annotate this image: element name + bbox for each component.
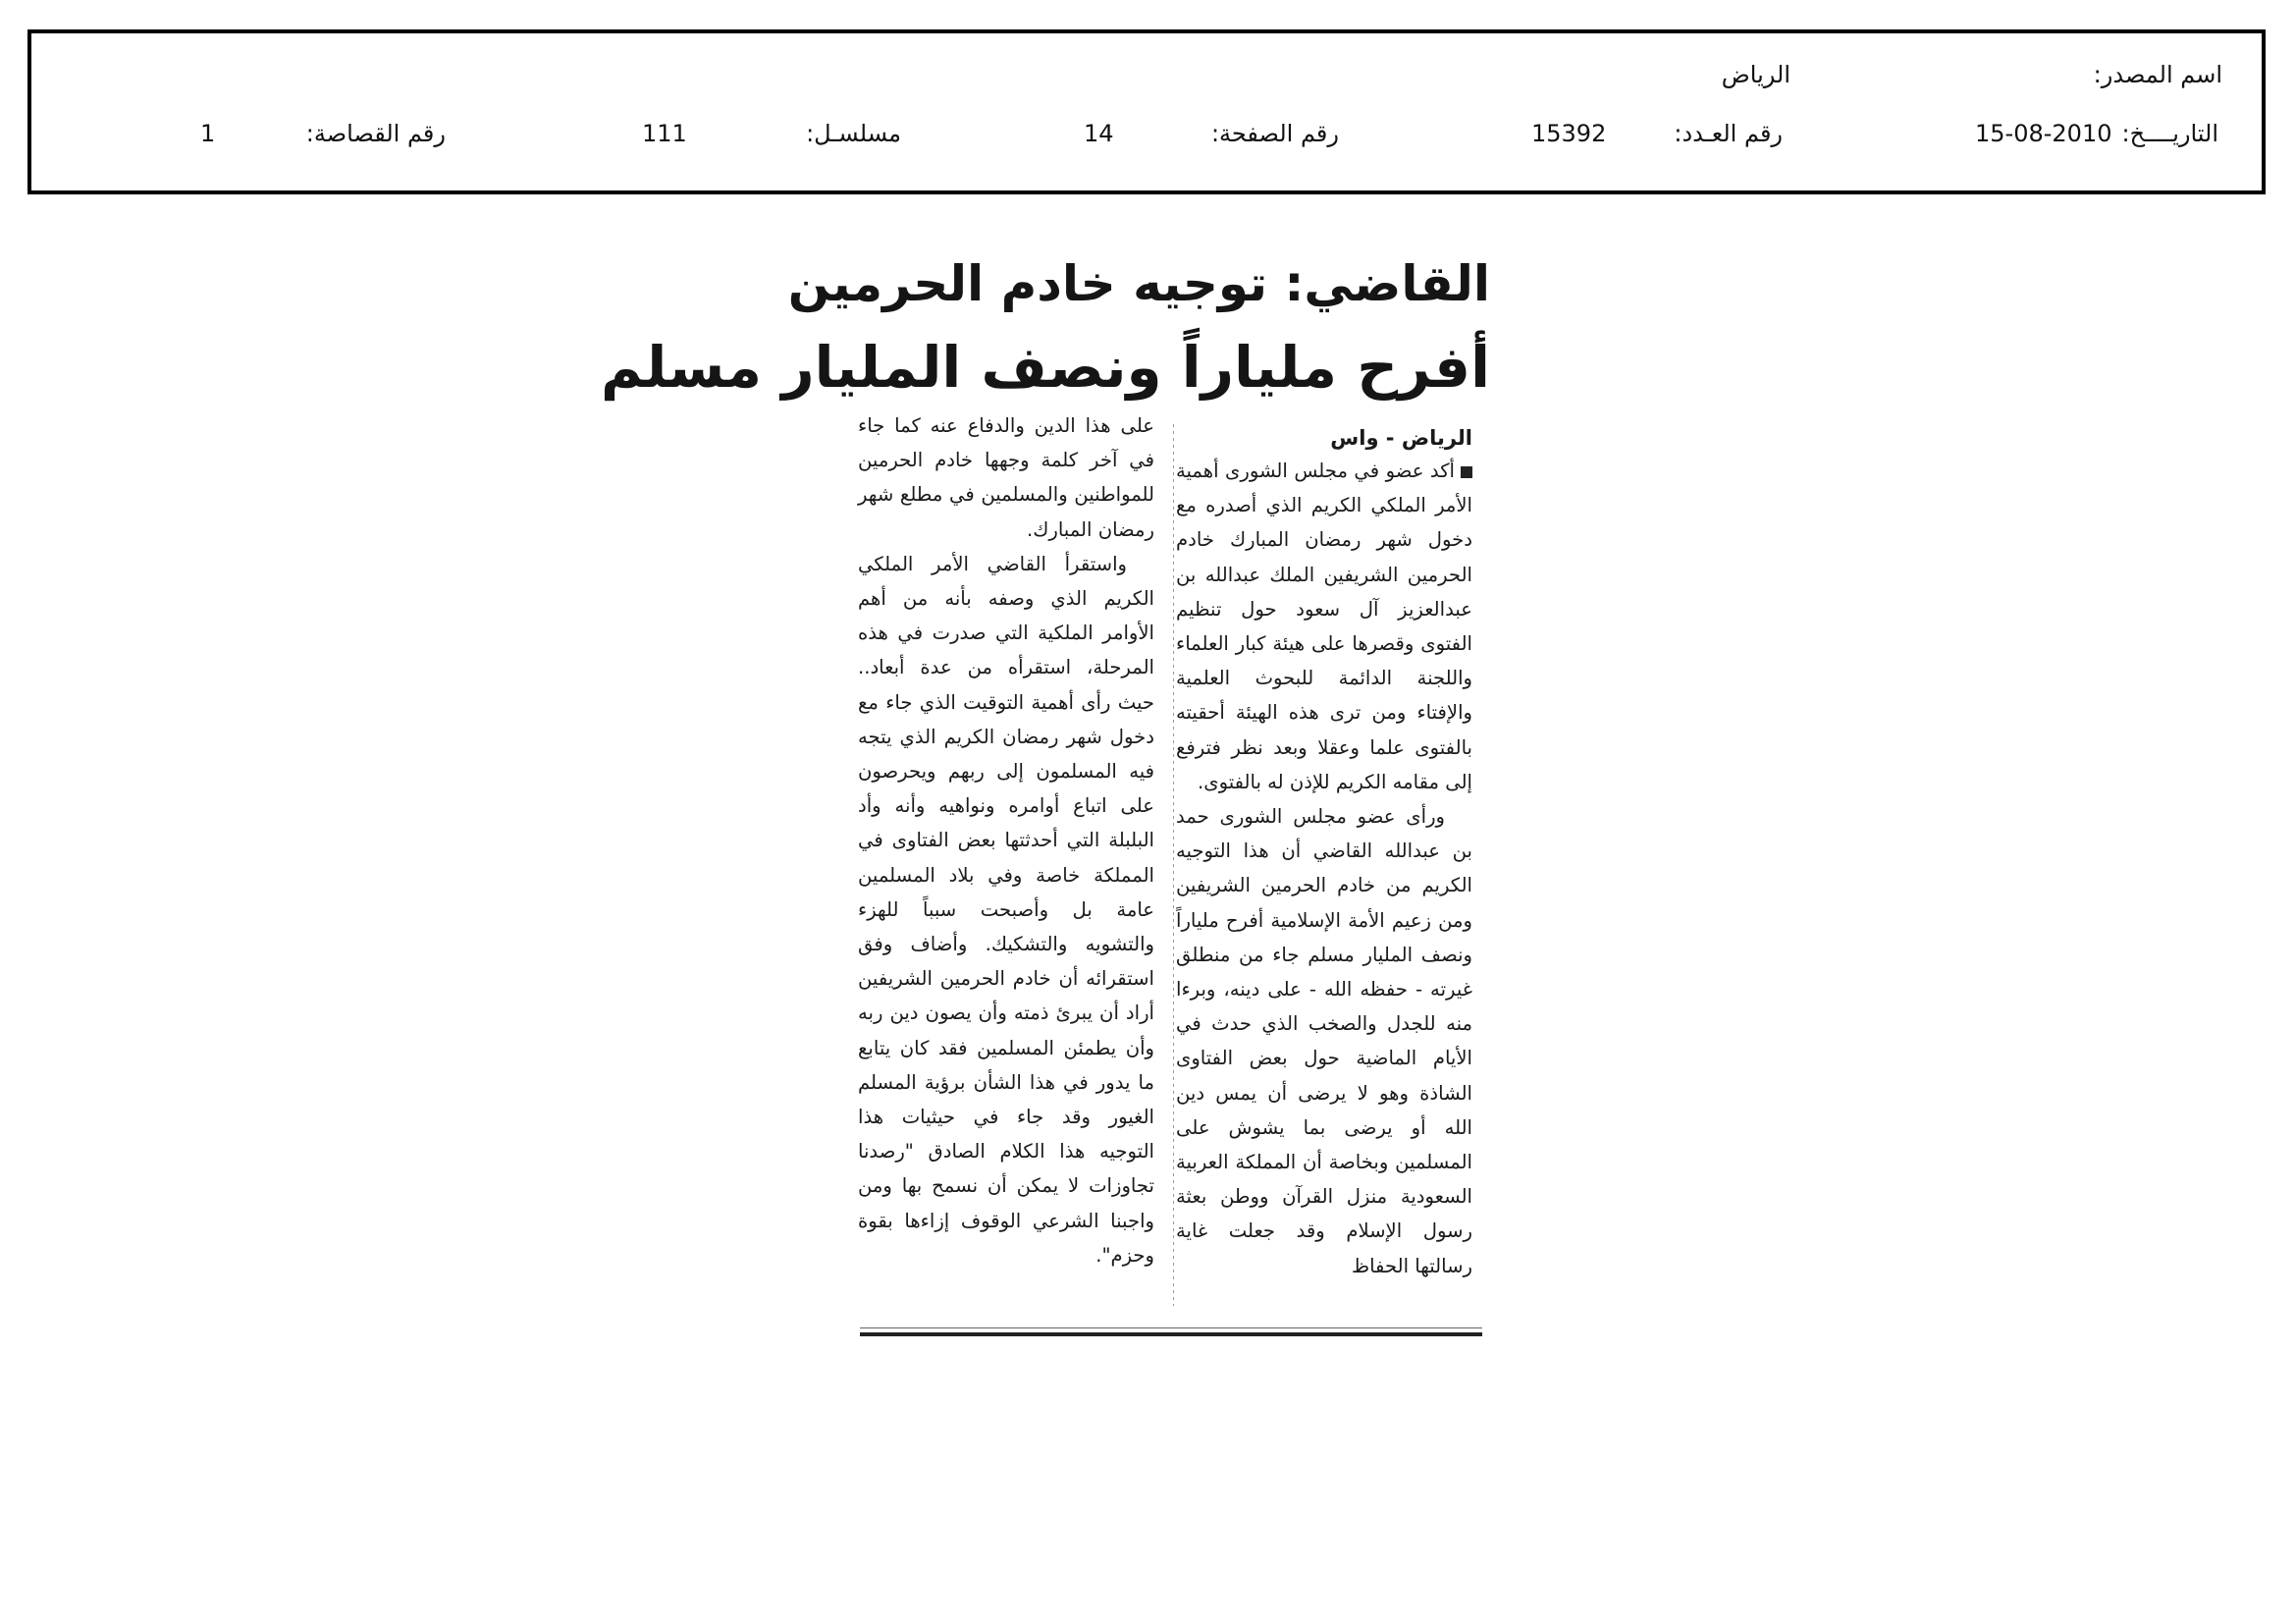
column-divider [1173,424,1174,1306]
clipping-header [27,29,2266,194]
paragraph: ورأى عضو مجلس الشورى حمد بن عبدالله القاضي أن هذا التوجيه الكريم من خادم الحرمين الشريفين ومن زعيم الأمة الإسلامية أفرح ملياراً ونصف المليار مسلم جاء من منطلق غيرته - حفظه الله - على دينه، وبرءا منه للجدل والصخب الذي حدث في الأيام الماضية حول بعض الفتاوى الشاذة وهو لا يرضى أن يمس دين الله أو يرضى بما يشوش على المسلمين وبخاصة أن المملكة العربية السعودية منزل القرآن ووطن بعثة رسول الإسلام وقد جعلت غاية رسالتها الحفاظ [1176,805,1472,1277]
clip-value: 1 [200,120,216,147]
page-label: رقم الصفحة: [1210,120,1339,147]
date-label: التاريــــخ: [2121,120,2218,147]
headline-line-2: أفرح ملياراً ونصف المليار مسلم [600,334,1490,401]
issue-label: رقم العـدد: [1674,120,1783,147]
article-column-left [858,408,1154,1272]
source-label: اسم المصدر: [2093,61,2222,88]
headline-line-1: القاضي: توجيه خادم الحرمين [787,255,1490,312]
byline: الرياض - واس [1330,426,1472,450]
date-value: 15-08-2010 [1975,120,2112,147]
clip-label: رقم القصاصة: [305,120,446,147]
source-value: الرياض [1721,61,1790,88]
news-clipping [600,247,1490,1337]
serial-value: 111 [642,120,687,147]
page-value: 14 [1084,120,1114,147]
serial-label: مسلسـل: [806,120,901,147]
bottom-rule [860,1332,1482,1336]
article-column-right [1176,422,1472,1283]
paragraph: واستقرأ القاضي الأمر الملكي الكريم الذي وصفه بأنه من أهم الأوامر الملكية التي صدرت في هذه المرحلة، استقرأه من عدة أبعاد.. حيث رأى أهمية التوقيت الذي جاء مع دخول شهر رمضان الكريم الذي يتجه فيه المسلمون إلى ربهم ويحرصون على اتباع أوامره ونواهيه وأنه وأد البلبلة التي أحدثتها بعض الفتاوى في المملكة خاصة وفي بلاد المسلمين عامة بل وأصبحت سبباً للهزء والتشويه والتشكيك. وأضاف وفق استقرائه أن خادم الحرمين الشريفين أراد أن يبرئ ذمته وأن يصون دين ربه وأن يطمئن المسلمين فقد كان يتابع ما يدور في هذا الشأن برؤية المسلم الغيور وقد جاء في حيثيات هذا التوجيه هذا الكلام الصادق "رصدنا تجاوزات لا يمكن أن نسمح بها ومن واجبنا الشرعي الوقوف إزاءها بقوة وحزم". [858,552,1154,1267]
issue-value: 15392 [1531,120,1607,147]
paragraph: على هذا الدين والدفاع عنه كما جاء في آخر كلمة وجهها خادم الحرمين للمواطنين والمسلمين في مطلع شهر رمضان المبارك. [858,414,1154,541]
bullet-icon [1461,466,1472,478]
paragraph: أكد عضو في مجلس الشورى أهمية الأمر الملكي الكريم الذي أصدره مع دخول شهر رمضان المبارك خادم الحرمين الشريفين الملك عبدالله بن عبدالعزيز آل سعود حول تنظيم الفتوى وقصرها على هيئة كبار العلماء واللجنة الدائمة للبحوث العلمية والإفتاء ومن ترى هذه الهيئة أحقيته بالفتوى علما وعقلا وبعد نظر فترفع إلى مقامه الكريم للإذن له بالفتوى. [1176,460,1472,793]
bottom-rule-thin [860,1327,1482,1328]
